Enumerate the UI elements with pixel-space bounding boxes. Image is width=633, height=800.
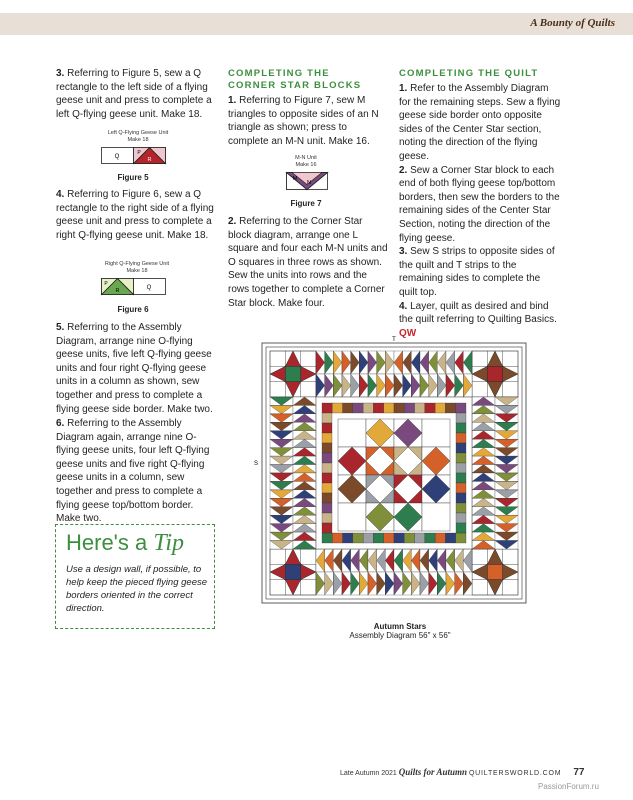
watermark: PassionForum.ru [538,782,599,791]
footer-issue: Late Autumn 2021 [340,770,397,777]
step-text: Referring to the Corner Star block diagram, arrange one L square and four each M-N units and O squares in three rows as shown. Sew the units into rows and the rows together to complete a Corner Star block. Make four. [228,216,388,309]
step-number: 1. [228,95,237,106]
caption-size: Assembly Diagram 56" x 56" [349,631,451,640]
step-text: Refer to the Assembly Diagram for the remaining steps. Sew a flying geese side border onto opposite sides of the Center Star section, noting the direction of the flying geese. [399,83,561,162]
s-strip-label: S [253,461,259,467]
step-number: 2. [399,164,408,176]
step-text: Referring to the Assembly Diagram again, arrange nine O-flying geese units, four left Q-flying geese units and five right Q-flying geese units in a column, sew together and press to complete a flying geese top/bottom border. Make two. [56,418,210,525]
figure5-r-label: R [147,157,152,163]
step-text: Referring to Figure 7, sew M triangles to opposite sides of an N triangle as shown; press to complete an M-N unit. Make 16. [228,95,379,147]
quilt-artwork [262,343,526,603]
step-number: 3. [399,246,408,258]
footer-site: QUILTERSWORLD.COM [468,770,562,777]
figure5-diagram [101,147,167,164]
step-text: Sew S strips to opposite sides of the quilt and T strips to the remaining sides to complete the quilt top. [399,246,555,298]
col1-step3 [56,67,218,121]
tip-body: Use a design wall, if possible, to help keep the pieced flying geese borders oriented in the correct direction. [66,564,208,614]
col2-step1 [228,94,388,148]
assembly-diagram [253,335,526,603]
section-heading-corner-star [228,68,388,92]
page-number: 77 [573,767,585,778]
figure7-diagram [286,172,328,190]
step-number: 2. [228,216,237,227]
tip-heading-text: Here's a [66,530,148,555]
step-number: 6. [56,418,65,429]
col1-step6 [56,417,218,526]
col2-step2 [228,215,388,310]
heading-line2: CORNER STAR BLOCKS [228,80,362,91]
col2 [228,68,388,148]
figure5-label [98,130,178,144]
col3-step2 [399,164,561,246]
figure7-caption: Figure 7 [290,199,322,208]
caption-title: Autumn Stars [373,622,427,631]
qw-end-mark: QW [399,327,417,339]
footer [340,767,584,778]
figure7-label [283,155,329,169]
step-text: Referring to Figure 5, sew a Q rectangle to the left side of a flying geese unit and press to complete a left Q-flying geese unit. Make 18. [56,68,212,120]
figure6-caption: Figure 6 [117,305,149,314]
running-header-title: A Bounty of Quilts [530,17,615,29]
figure5-p-label: P [137,150,141,156]
figure6-r-label: R [115,288,120,294]
figure7-label-line2: Make 16 [295,162,317,168]
step-text: Sew a Corner Star block to each end of both flying geese top/bottom borders, then sew the borders to the remaining sides of the Center Star Section, noting the direction of the flying geese. [399,164,560,244]
col3 [399,68,561,340]
figure5-caption: Figure 5 [117,173,149,182]
figure7-n-label: N [307,180,311,186]
heading-line1: COMPLETING THE [228,68,330,79]
col1-step4 [56,188,218,242]
figure7-m-label: M [292,176,298,182]
step-text: Referring to the Assembly Diagram, arrange nine O-flying geese units, five left Q-flying geese units and four right Q-flying geese units in a column as shown, sew together and press to complete a flying geese side border. Make two. [56,322,213,415]
tip-heading [66,530,184,557]
figure5-label-line2: Make 18 [127,137,149,143]
step-number: 4. [399,300,408,312]
col1-step5 [56,321,218,416]
figure6-label [93,261,181,275]
figure6-diagram [101,278,167,295]
step-number: 5. [56,322,65,333]
step-text: Referring to Figure 6, sew a Q rectangle to the right side of a flying geese unit and press to complete a right Q-flying geese unit. Make 18. [56,189,214,241]
step-number: 4. [56,189,65,200]
figure5-label-line1: Left Q-Flying Geese Unit [107,130,169,136]
assembly-caption [320,622,480,640]
figure7-label-line1: M-N Unit [295,155,317,161]
t-strip-label: T [392,337,396,343]
tip-heading-script: Tip [153,530,185,556]
step-number: 1. [399,83,408,94]
figure6-label-line2: Make 18 [126,268,148,274]
section-heading-completing-quilt: COMPLETING THE QUILT [399,68,539,79]
figure6-q-label: Q [146,285,152,291]
footer-magazine: Quilts for Autumn [398,767,467,777]
step-text: Layer, quilt as desired and bind the quilt referring to Quilting Basics. [399,300,557,326]
col3-step3 [399,245,561,299]
figure5-q-label: Q [114,154,120,160]
figure6-p-label: P [104,281,108,287]
col3-step1 [399,82,561,164]
step-number: 3. [56,68,65,79]
figure6-label-line1: Right Q-Flying Geese Unit [104,261,170,267]
